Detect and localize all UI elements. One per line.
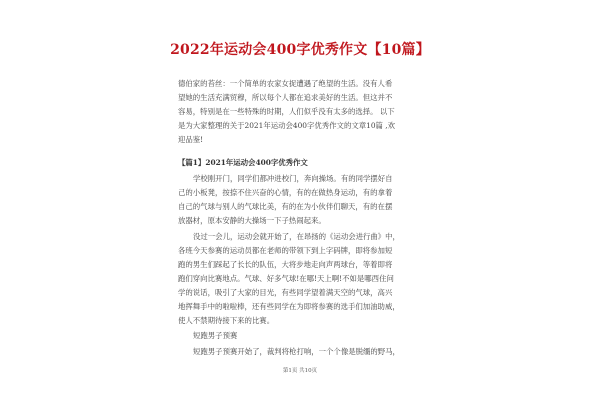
paragraph-line: 己的小板凳，按捺不住兴奋的心情，有的在做热身运动，有的拿着 [178,188,393,197]
page-footer: 第1页 共10页 [282,368,318,374]
paragraph-line: 跑的男生们踩起了长长的队伍，大将步地走向声两球台，等着即将 [178,260,393,269]
paragraph-line: 学校刚开门，同学们都冲进校门，奔向操场。有的同学摆好自 [193,174,393,183]
paragraph-line: 各班今天参赛的运动员都在老师的带领下到上字码牌，即将参加短 [178,246,393,255]
paragraph-line: 跑们穿向比赛地点。气球、好多气球!在哪!天上啊!不如是哪西住问 [178,274,394,283]
paragraph-line: 使人不禁期待接下来的比赛。 [178,316,275,325]
paragraph-line: 地挥舞手中的啦啦棒，还有些同学在为即将参赛的选手们加油助威， [178,302,400,311]
intro-line: 望她的生活充满贸穆，所以每个人都在追求美好的生活。但这并不 [178,93,393,102]
paragraph-line: 放器材，原本安静的大操场一下子热闹起来。 [178,216,326,225]
subheading: 短跑男子预赛 [193,331,238,340]
section-heading: 【篇1】2021年运动会400字优秀作文 [178,158,308,167]
paragraph-line: 学的说话，吸引了大家的目光，有些同学望着满天空的气球，高兴 [178,288,393,297]
paragraph-line: 自己的气球与别人的气球比美，有的在为小伙伴们聊天，有的在摆 [178,202,393,211]
intro-line: 迎品鉴! [178,135,204,144]
paragraph-line: 没过一会儿，运动会就开始了，在昂扬的《运动会进行曲》中， [193,232,400,241]
intro-line: 是为大家整理的关于2021年运动会400字优秀作文的文章10篇 ,欢 [178,121,396,130]
intro-line: 容易，特别是在一些特殊的时期，人们似乎没有太多的选择。 以下 [178,107,395,116]
intro-line: 德伯家的苔丝：一个简单的农家女捉遭遇了绝望的生活。没有人希 [178,79,393,88]
document-title: 2022年运动会400字优秀作文【10篇】 [170,42,430,58]
paragraph-line: 短跑男子预赛开始了，裁判将枪打响，一个个像是脱缰的野马， [193,347,400,356]
